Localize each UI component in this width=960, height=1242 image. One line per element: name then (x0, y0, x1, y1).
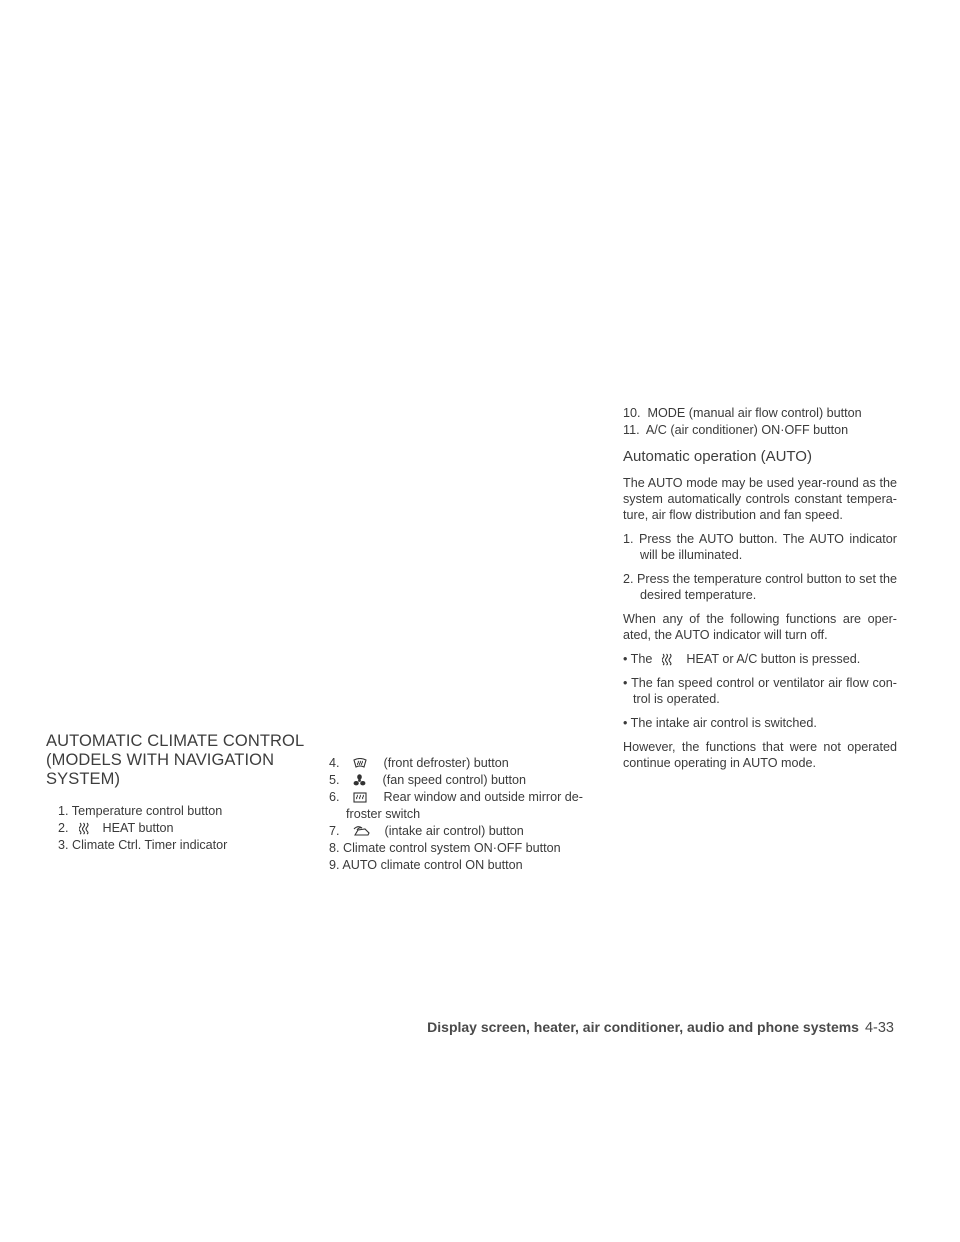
legend-num: 5. (329, 773, 340, 787)
auto-operation-heading: Automatic operation (AUTO) (623, 448, 812, 465)
legend-num: 2. (58, 821, 69, 835)
auto-step-2: 2. Press the temperature control button to set the desired temperature. (623, 572, 897, 602)
page-footer (427, 1019, 894, 1036)
legend-text: (intake air control) button (384, 824, 524, 838)
bullet-heat-text: HEAT or A/C button is pressed. (686, 652, 861, 666)
auto-turnoff-intro: When any of the following functions are oper-ated, the AUTO indicator will turn off. (623, 612, 897, 642)
legend-item-3 (46, 837, 316, 853)
legend-text: (fan speed control) button (382, 773, 527, 787)
legend-item-5 (329, 772, 599, 788)
rear-defroster-icon (353, 792, 367, 803)
legend-num: 6. (329, 790, 340, 804)
legend-num: 7. (329, 824, 340, 838)
bullet-intake: • The intake air control is switched. (623, 716, 817, 730)
legend-text: (front defroster) button (383, 756, 509, 770)
legend-item-8 (329, 840, 599, 856)
legend-item-4 (329, 755, 599, 771)
legend-num: 11. (623, 423, 640, 437)
legend-item-9 (329, 857, 599, 873)
legend-text: AUTO climate control ON button (342, 858, 523, 872)
legend-num: 4. (329, 756, 340, 770)
auto-closing: However, the functions that were not operated continue operating in AUTO mode. (623, 740, 897, 770)
content-column-3 (623, 405, 897, 779)
legend-item-1 (46, 803, 316, 819)
legend-column-2 (329, 755, 599, 874)
legend-text: HEAT button (102, 821, 174, 835)
legend-num: 1. (58, 804, 69, 818)
section-title-line-3: SYSTEM) (46, 770, 121, 788)
section-title-line-2: (MODELS WITH NAVIGATION (46, 751, 275, 769)
bullet-fan-speed: • The fan speed control or ventilator air flow con-trol is operated. (623, 676, 897, 706)
legend-num: 3. (58, 838, 69, 852)
heat-icon (79, 822, 89, 835)
legend-item-11 (623, 422, 897, 438)
intake-air-icon (353, 826, 371, 838)
legend-item-6 (329, 789, 599, 805)
legend-num: 9. (329, 858, 340, 872)
legend-item-10 (623, 405, 897, 421)
legend-num: 8. (329, 841, 340, 855)
legend-text: Temperature control button (71, 804, 223, 818)
legend-item-2 (46, 820, 316, 836)
legend-text: Rear window and outside mirror de- (383, 790, 584, 804)
auto-step-1: 1. Press the AUTO button. The AUTO indicator will be illuminated. (623, 532, 897, 562)
legend-text: MODE (manual air flow control) button (647, 406, 862, 420)
legend-text: Climate Ctrl. Timer indicator (72, 838, 228, 852)
heat-icon (662, 653, 672, 666)
legend-text: A/C (air conditioner) ON·OFF button (645, 423, 849, 437)
bullet-heat-prefix: • The (623, 652, 653, 666)
page-number: 4-33 (864, 1020, 894, 1036)
legend-text: Climate control system ON·OFF button (343, 841, 561, 855)
section-column-1 (46, 732, 316, 854)
fan-icon (353, 774, 366, 787)
legend-item-7 (329, 823, 599, 839)
front-defroster-icon (353, 758, 367, 769)
legend-num: 10. (623, 406, 641, 420)
section-title (46, 732, 316, 789)
footer-chapter: Display screen, heater, air conditioner, audio and phone systems (427, 1019, 859, 1035)
auto-operation-intro: The AUTO mode may be used year-round as the system automatically controls constant tempera-ture, air flow distribution and fan speed. (623, 476, 897, 522)
legend-item-6-continued: froster switch (346, 807, 421, 821)
section-title-line-1: AUTOMATIC CLIMATE CONTROL (46, 732, 305, 750)
bullet-heat (623, 651, 897, 667)
